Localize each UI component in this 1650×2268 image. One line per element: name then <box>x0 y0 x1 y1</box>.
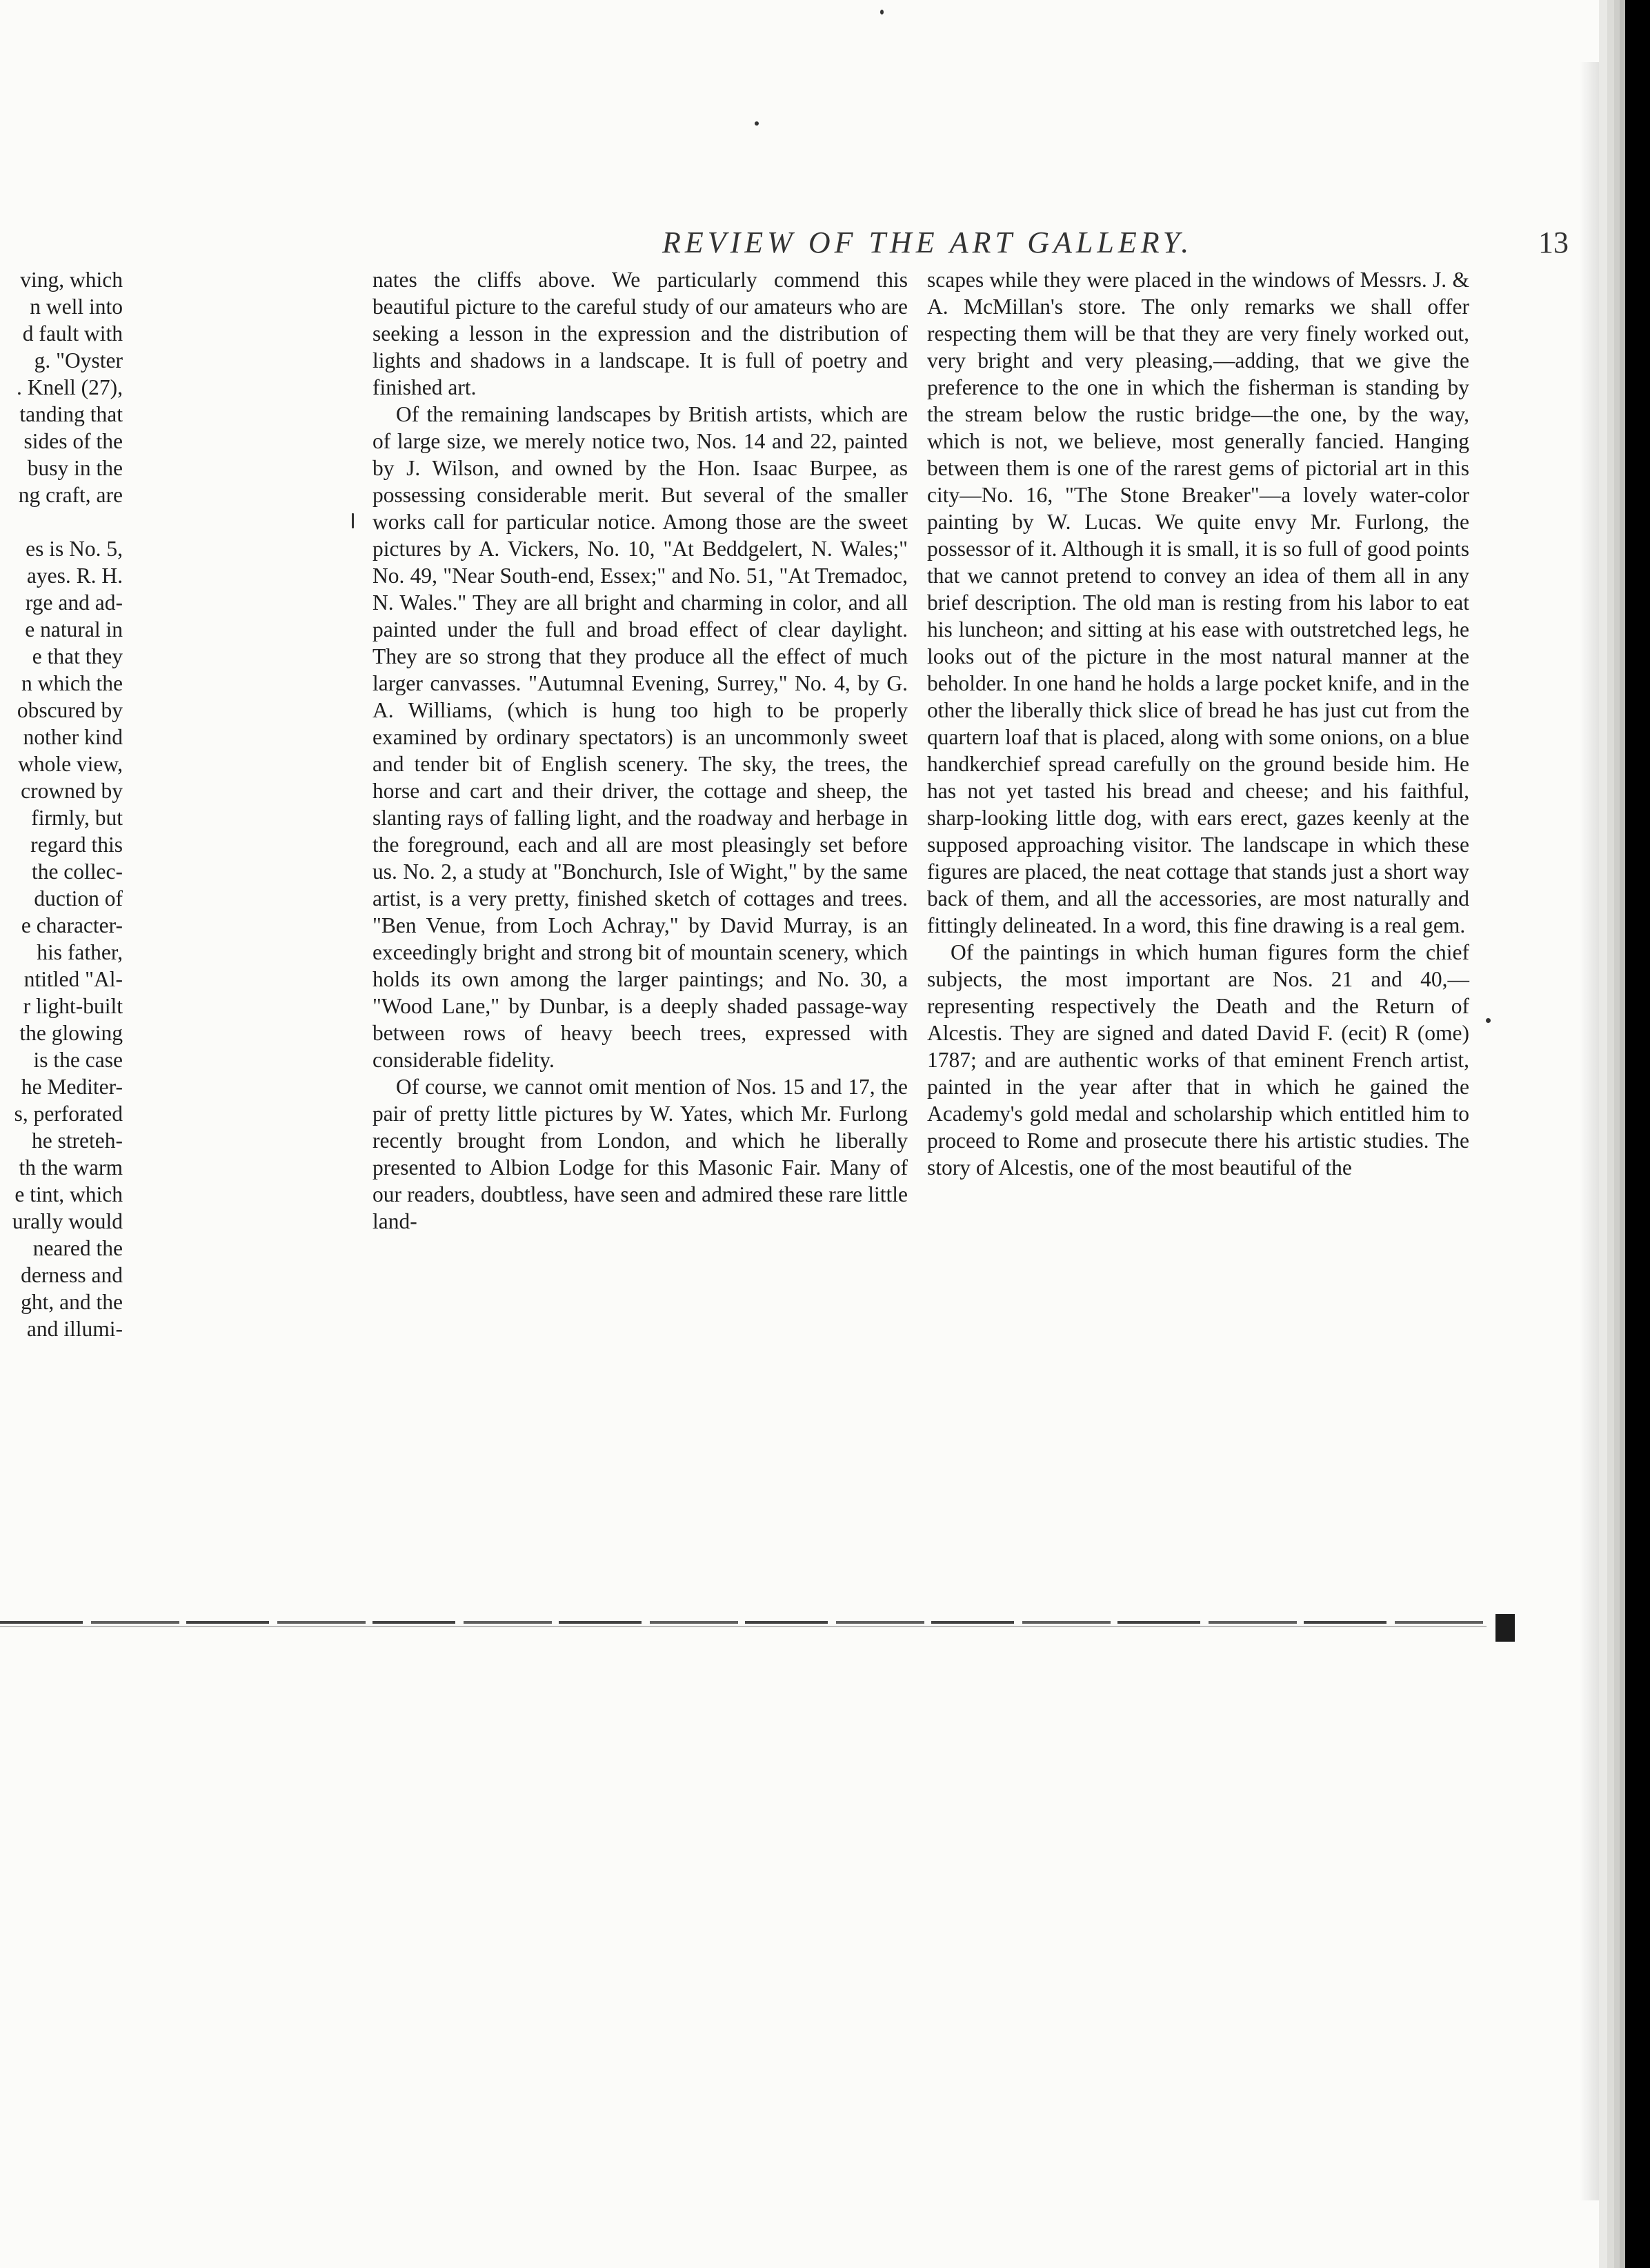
left-column-line: he Mediter- <box>21 1075 123 1099</box>
left-column-line: tanding that <box>19 402 123 426</box>
sheet-edge <box>1620 0 1625 2268</box>
horizontal-rule-shadow <box>0 1626 1487 1627</box>
scan-marker <box>1495 1614 1515 1642</box>
left-column-line: s, perforated <box>14 1102 123 1126</box>
ink-speck <box>755 121 759 126</box>
left-column-line: whole view, <box>18 752 123 776</box>
left-column-line: urally would <box>12 1209 123 1233</box>
left-column-line: neared the <box>32 1236 123 1260</box>
left-column-line: the collec- <box>31 859 123 884</box>
left-column-line: obscured by <box>17 698 123 722</box>
left-column-line: ving, which <box>20 268 123 292</box>
left-column-line: sides of the <box>23 429 123 453</box>
left-column-line: e that they <box>32 644 123 668</box>
left-column-fragments <box>0 266 123 1342</box>
left-column-line: ntitled "Al- <box>23 967 123 991</box>
left-column-line: his father, <box>37 940 123 964</box>
left-column-line: the glowing <box>19 1021 123 1045</box>
left-column-line: busy in the <box>27 456 123 480</box>
paragraph: Of course, we cannot omit mention of Nos. 15 and 17, the pair of pretty little pictures by W. Yates, which Mr. Furlong recently brought from London, and which he liberally presented to Albion Lodge for this Masonic Fair. Many of our readers, doubtless, have seen and admired these rare little land- <box>372 1075 908 1233</box>
left-column-line: and illumi- <box>26 1317 123 1341</box>
page-edge-shadow <box>1580 62 1599 2200</box>
sheet-edge <box>1599 0 1607 2268</box>
left-column-line: n which the <box>21 671 123 695</box>
left-column-line: derness and <box>21 1263 123 1287</box>
left-column-line: rge and ad- <box>25 590 123 615</box>
horizontal-rule <box>0 1621 1487 1624</box>
left-column-line: . Knell (27), <box>17 375 123 399</box>
left-column-line: firmly, but <box>31 806 123 830</box>
paragraph: scapes while they were placed in the windows of Messrs. J. & A. McMillan's store. The only remarks we shall offer respecting them will be that they are very finely worked out, very bright and very pleasing,—adding, that we give the preference to the one in which the fisherman is standing by the stream below the rustic bridge—the one, by the way, which is not, we believe, most generally fancied. Hanging between them is one of the rarest gems of pictorial art in this city—No. 16, "The Stone Breaker"—a lovely water-color painting by W. Lucas. We quite envy Mr. Furlong, the possessor of it. Although it is small, it is so full of good points that we cannot pretend to convey an idea of them all in any brief description. The old man is resting from his labor to eat his luncheon; and sitting at his ease with outstretched legs, he looks out of the picture in the most natural manner at the beholder. In one hand he holds a large pocket knife, and in the other the liberally thick slice of bread he has just cut from the quartern loaf that is placed, along with some onions, on a blue handkerchief spread carefully on the ground beside him. He has not yet tasted his bread and cheese; and his faithful, sharp-looking little dog, with ears erect, gazes keenly at the supposed approaching visitor. The landscape in which these figures are placed, the neat cottage that stands just a short way back of them, and all the accessories, are most naturally and fittingly delineated. In a word, this fine drawing is a real gem. <box>927 268 1469 937</box>
ink-speck <box>880 10 884 14</box>
left-column-line <box>0 508 123 535</box>
left-column-line: is the case <box>33 1048 123 1072</box>
middle-column <box>372 266 908 1235</box>
sheet-edge <box>1614 0 1620 2268</box>
left-column-line: ng craft, are <box>18 483 123 507</box>
paragraph: Of the remaining landscapes by British artists, which are of large size, we merely notice two, Nos. 14 and 22, painted by J. Wilson, and owned by the Hon. Isaac Burpee, as possessing considerable merit. But several of the smaller works call for particular notice. Among those are the sweet pictures by A. Vickers, No. 10, "At Beddgelert, N. Wales;" No. 49, "Near South-end, Essex;" and No. 51, "At Tremadoc, N. Wales." They are all bright and charming in color, and all painted under the full and broad effect of clear daylight. They are so strong that they produce all the effect of much larger canvasses. "Autumnal Evening, Surrey," No. 4, by G. A. Williams, (which is hung too high to be properly examined by ordinary spectators) is an uncommonly sweet and tender bit of English scenery. The sky, the trees, the horse and cart and their driver, the cottage and sheep, the slanting rays of falling light, and the roadway and herbage in the foreground, each and all are most pleasingly set before us. No. 2, a study at "Bonchurch, Isle of Wight," by the same artist, is a very pretty, finished sketch of cottages and trees. "Ben Venue, from Loch Achray," by David Murray, is an exceedingly bright and strong bit of mountain scenery, which holds its own among the larger paintings; and No. 30, a "Wood Lane," by Dunbar, is a deeply shaded passage-way between rows of heavy beech trees, expressed with considerable fidelity. <box>372 402 908 1072</box>
left-column-line: g. "Oyster <box>34 348 123 372</box>
left-column-line: duction of <box>34 886 123 911</box>
left-column-line: e tint, which <box>14 1182 123 1206</box>
page-number: 13 <box>1538 226 1569 259</box>
running-header: REVIEW OF THE ART GALLERY. <box>662 226 1193 259</box>
left-column-line: n well into <box>30 295 123 319</box>
sheet-edge <box>1607 0 1614 2268</box>
left-column-line: ght, and the <box>21 1290 123 1314</box>
left-column-line: th the warm <box>19 1155 123 1180</box>
left-column-line: d fault with <box>22 321 123 346</box>
left-column-line: r light-built <box>23 994 123 1018</box>
paragraph: nates the cliffs above. We particularly commend this beautiful picture to the careful study of our amateurs who are seeking a lesson in the expression and the distribution of lights and shadows in a landscape. It is full of poetry and finished art. <box>372 268 908 399</box>
left-column-line: he streteh- <box>31 1128 123 1153</box>
left-column-line: ayes. R. H. <box>26 564 123 588</box>
left-column-line: regard this <box>30 833 123 857</box>
paragraph: Of the paintings in which human figures form the chief subjects, the most important are Nos. 21 and 40,—representing respectively the Death and the Return of Alcestis. They are signed and dated David F. (ecit) R (ome) 1787; and are authentic works of that eminent French artist, painted in the year after that in which he gained the Academy's gold medal and scholarship which entitled him to proceed to Rome and prosecute there his artistic studies. The story of Alcestis, one of the most beautiful of the <box>927 940 1469 1180</box>
left-column-line: e natural in <box>25 617 123 641</box>
left-column-line: e character- <box>21 913 123 937</box>
left-column-line: crowned by <box>21 779 123 803</box>
left-column-line: nother kind <box>23 725 123 749</box>
ink-speck <box>352 513 354 528</box>
ink-speck <box>1486 1018 1491 1023</box>
right-column <box>927 266 1469 1181</box>
left-column-line: es is No. 5, <box>26 537 123 561</box>
